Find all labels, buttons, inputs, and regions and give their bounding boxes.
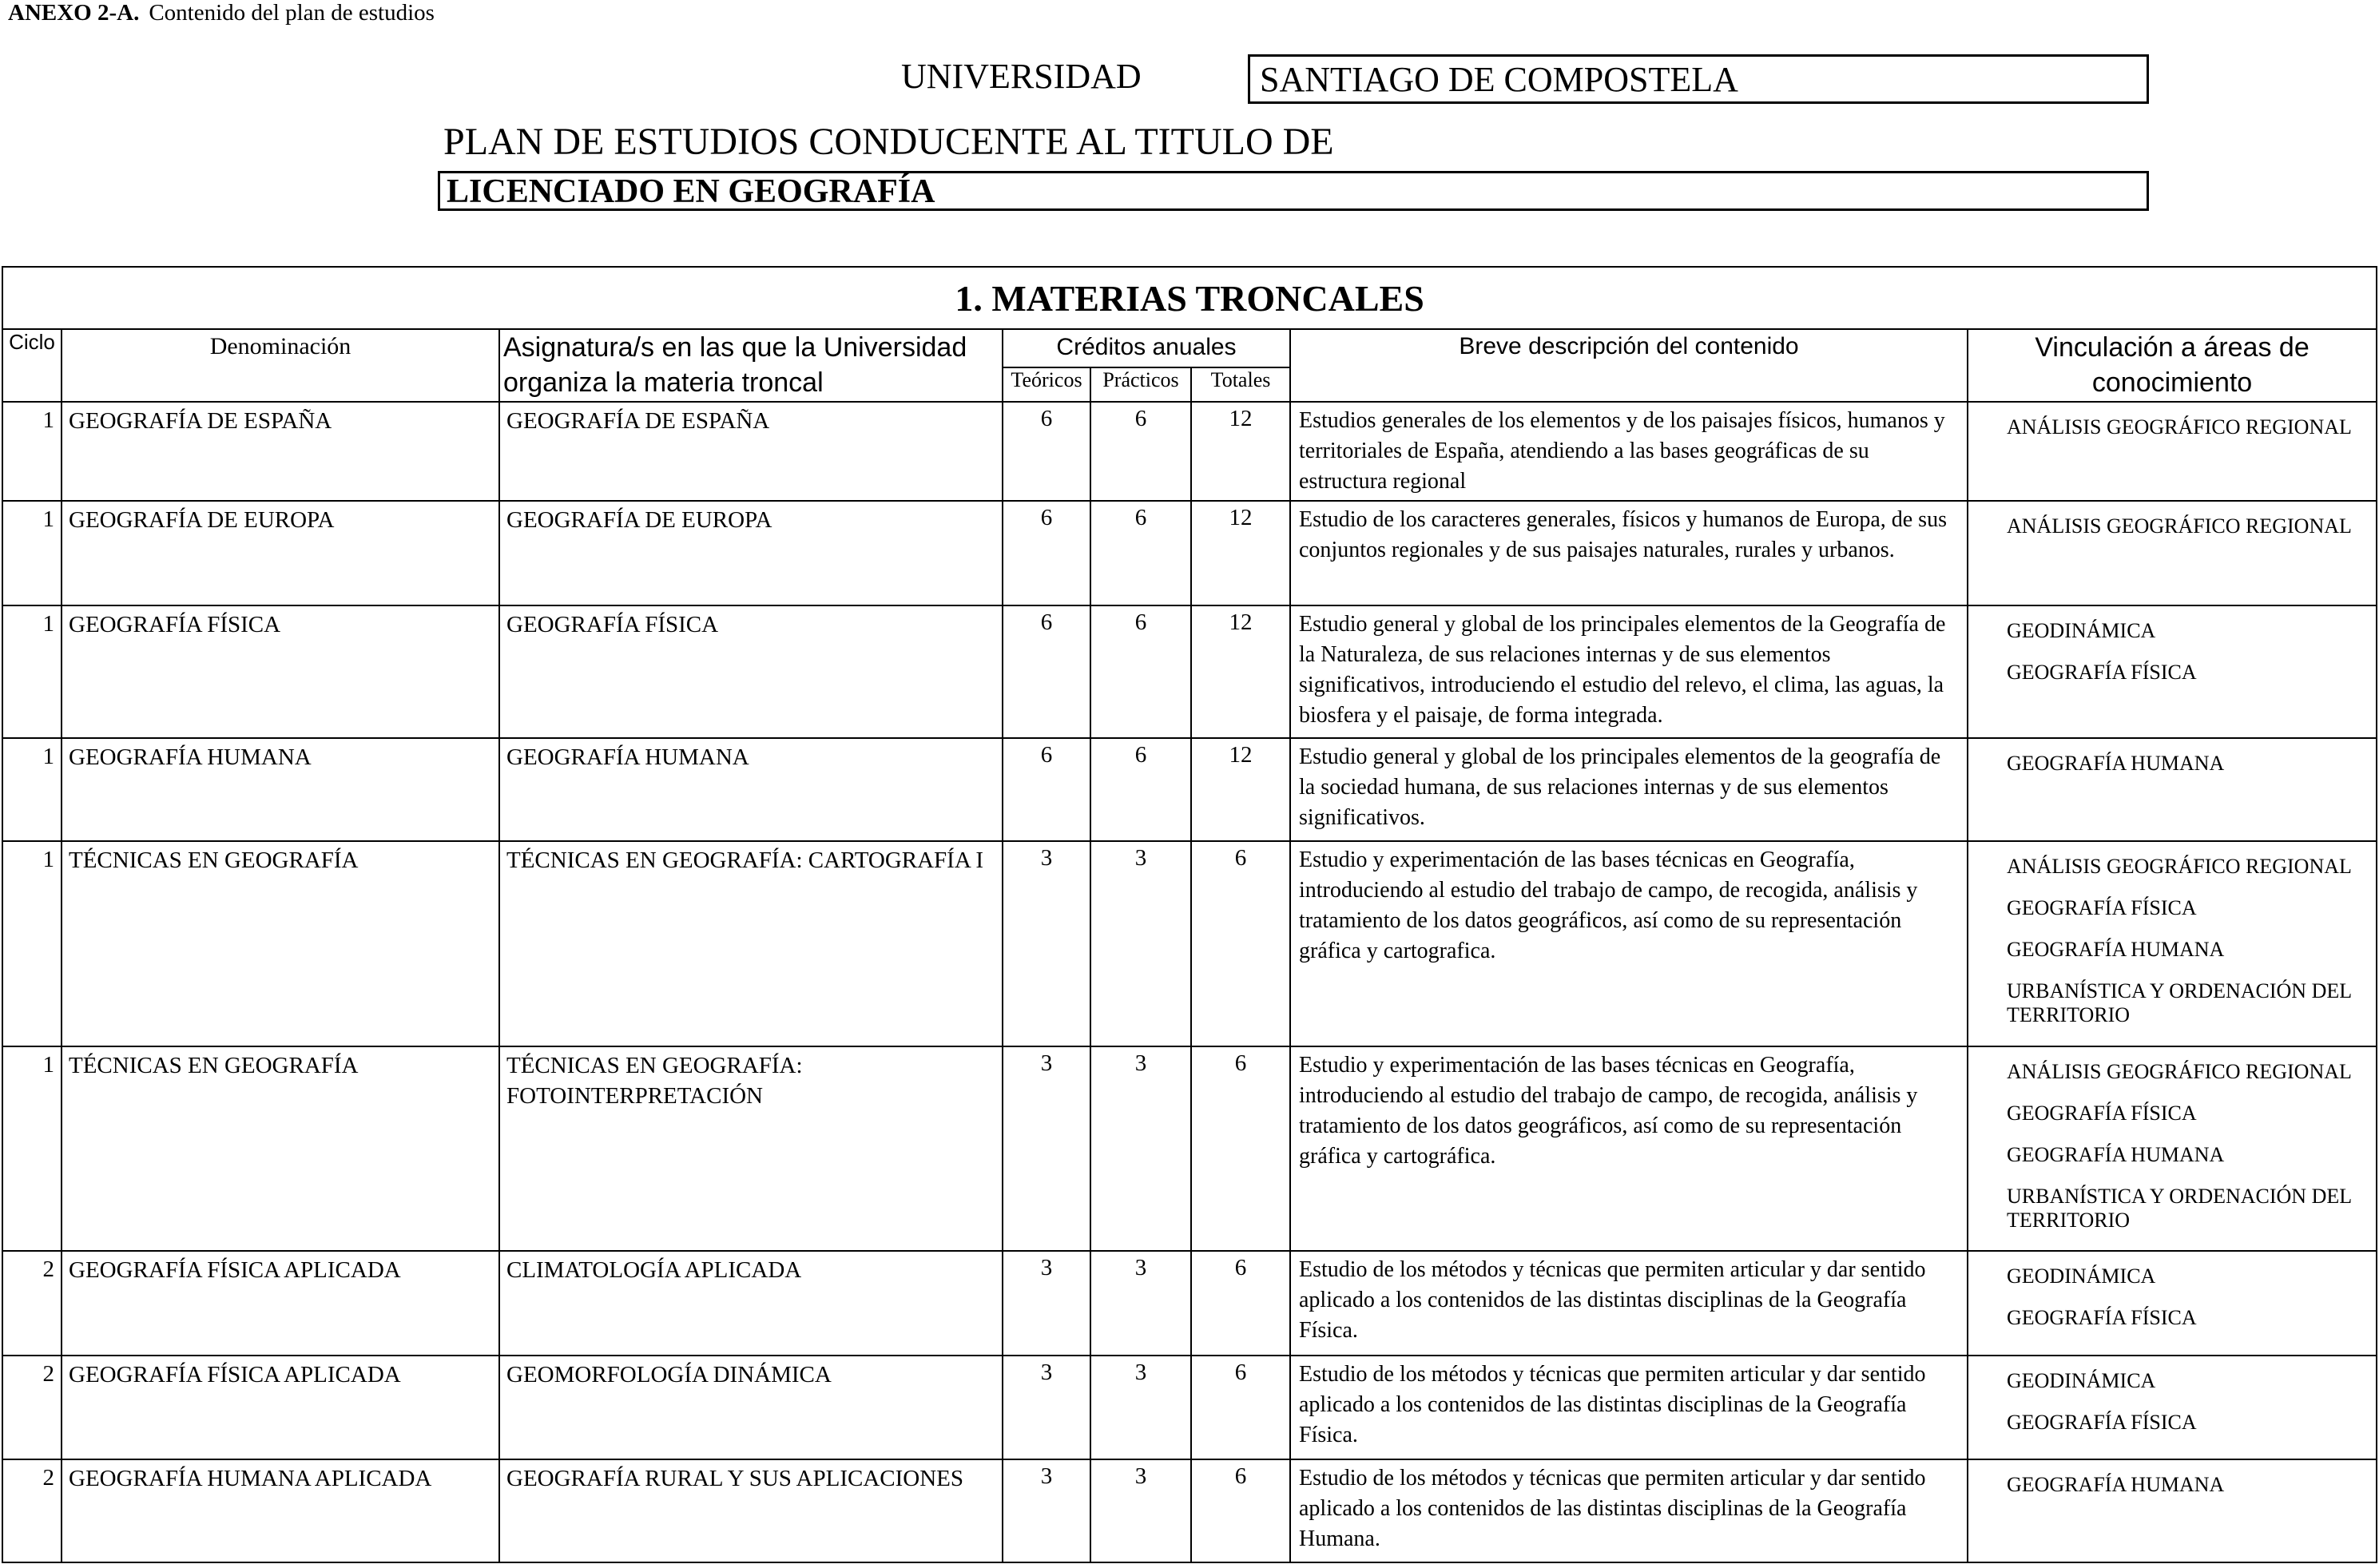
cell-denominacion: TÉCNICAS EN GEOGRAFÍA	[62, 1046, 499, 1252]
area-item: GEOGRAFÍA FÍSICA	[2007, 895, 2197, 919]
cell-areas	[1968, 1459, 2377, 1562]
cell-ciclo: 1	[2, 605, 62, 739]
cell-denominacion: GEOGRAFÍA FÍSICA APLICADA	[62, 1251, 499, 1355]
cell-denominacion: GEOGRAFÍA HUMANA APLICADA	[62, 1459, 499, 1562]
cell-teoricos: 3	[1003, 1356, 1090, 1459]
table-row	[2, 1046, 2377, 1252]
col-asignaturas: Asignatura/s en las que la Universidad organiza la materia troncal	[499, 329, 1003, 401]
section-title: 1. MATERIAS TRONCALES	[2, 267, 2377, 329]
col-denominacion: Denominación	[62, 329, 499, 401]
col-vinculacion: Vinculación a áreas de conocimiento	[1968, 329, 2377, 401]
col-creditos: Créditos anuales	[1003, 329, 1290, 367]
cell-teoricos: 6	[1003, 738, 1090, 840]
area-item: GEOGRAFÍA FÍSICA	[2007, 1101, 2197, 1125]
col-totales: Totales	[1191, 367, 1290, 401]
cell-practicos: 6	[1090, 738, 1191, 840]
cell-ciclo: 2	[2, 1459, 62, 1562]
area-item: GEODINÁMICA	[2007, 618, 2156, 642]
cell-ciclo: 1	[2, 738, 62, 840]
cell-ciclo: 1	[2, 402, 62, 501]
cell-teoricos: 3	[1003, 1459, 1090, 1562]
cell-totales: 6	[1191, 1251, 1290, 1355]
area-item: GEOGRAFÍA HUMANA	[2007, 937, 2225, 961]
cell-ciclo: 2	[2, 1251, 62, 1355]
cell-asignatura: GEOGRAFÍA FÍSICA	[499, 605, 1003, 739]
annex-label: ANEXO 2-A.	[8, 0, 140, 26]
cell-totales: 6	[1191, 1356, 1290, 1459]
area-item: URBANÍSTICA Y ORDENACIÓN DEL TERRITORIO	[2007, 1184, 2352, 1232]
cell-ciclo: 1	[2, 501, 62, 605]
cell-descripcion: Estudio de los métodos y técnicas que permiten articular y dar sentido aplicado a los contenidos de las distintas disciplinas de la Geografía Física.	[1290, 1356, 1968, 1459]
cell-practicos: 3	[1090, 1251, 1191, 1355]
university-label: UNIVERSIDAD	[901, 57, 1142, 96]
materias-troncales-table	[2, 266, 2377, 1563]
cell-descripcion: Estudio de los caracteres generales, físicos y humanos de Europa, de sus conjuntos regionales y de sus paisajes naturales, rurales y urbanos.	[1290, 501, 1968, 605]
cell-teoricos: 3	[1003, 841, 1090, 1046]
table-row	[2, 605, 2377, 739]
table-row	[2, 402, 2377, 501]
cell-denominacion: TÉCNICAS EN GEOGRAFÍA	[62, 841, 499, 1046]
cell-descripcion: Estudio de los métodos y técnicas que permiten articular y dar sentido aplicado a los contenidos de las distintas disciplinas de la Geografía Humana.	[1290, 1459, 1968, 1562]
cell-asignatura: TÉCNICAS EN GEOGRAFÍA: CARTOGRAFÍA I	[499, 841, 1003, 1046]
cell-practicos: 6	[1090, 501, 1191, 605]
cell-practicos: 6	[1090, 605, 1191, 739]
cell-practicos: 3	[1090, 1046, 1191, 1252]
cell-areas	[1968, 501, 2377, 605]
cell-practicos: 6	[1090, 402, 1191, 501]
cell-asignatura: CLIMATOLOGÍA APLICADA	[499, 1251, 1003, 1355]
cell-areas	[1968, 605, 2377, 739]
cell-areas	[1968, 738, 2377, 840]
cell-denominacion: GEOGRAFÍA DE EUROPA	[62, 501, 499, 605]
plan-label: PLAN DE ESTUDIOS CONDUCENTE AL TITULO DE	[443, 121, 1334, 163]
cell-totales: 6	[1191, 1459, 1290, 1562]
area-item: GEODINÁMICA	[2007, 1264, 2156, 1288]
cell-descripcion: Estudio de los métodos y técnicas que permiten articular y dar sentido aplicado a los contenidos de las distintas disciplinas de la Geografía Física.	[1290, 1251, 1968, 1355]
cell-teoricos: 6	[1003, 501, 1090, 605]
cell-areas	[1968, 1046, 2377, 1252]
area-item: GEOGRAFÍA HUMANA	[2007, 1473, 2225, 1497]
cell-denominacion: GEOGRAFÍA DE ESPAÑA	[62, 402, 499, 501]
cell-descripcion: Estudio general y global de los principales elementos de la geografía de la sociedad humana, de sus relaciones internas y de sus elementos significativos.	[1290, 738, 1968, 840]
table-row	[2, 501, 2377, 605]
area-item: GEOGRAFÍA HUMANA	[2007, 752, 2225, 776]
area-item: GEOGRAFÍA FÍSICA	[2007, 1410, 2197, 1434]
col-ciclo: Ciclo	[2, 329, 62, 401]
annex-heading	[8, 0, 435, 26]
cell-ciclo: 1	[2, 1046, 62, 1252]
cell-denominacion: GEOGRAFÍA HUMANA	[62, 738, 499, 840]
cell-practicos: 3	[1090, 1459, 1191, 1562]
area-item: ANÁLISIS GEOGRÁFICO REGIONAL	[2007, 514, 2352, 538]
cell-ciclo: 2	[2, 1356, 62, 1459]
cell-practicos: 3	[1090, 1356, 1191, 1459]
cell-totales: 6	[1191, 841, 1290, 1046]
cell-practicos: 3	[1090, 841, 1191, 1046]
area-item: GEOGRAFÍA HUMANA	[2007, 1142, 2225, 1166]
table-row	[2, 738, 2377, 840]
cell-asignatura: GEOGRAFÍA HUMANA	[499, 738, 1003, 840]
cell-asignatura: GEOGRAFÍA DE EUROPA	[499, 501, 1003, 605]
annex-text: Contenido del plan de estudios	[149, 0, 435, 26]
cell-descripcion: Estudio y experimentación de las bases técnicas en Geografía, introduciendo al estudio del trabajo de campo, de recogida, análisis y tratamiento de los datos geográficos, así como de su representación gráfica y cartografica.	[1290, 841, 1968, 1046]
table-row	[2, 1251, 2377, 1355]
university-name-field: SANTIAGO DE COMPOSTELA	[1248, 54, 2149, 104]
cell-asignatura: GEOGRAFÍA RURAL Y SUS APLICACIONES	[499, 1459, 1003, 1562]
table-row	[2, 1459, 2377, 1562]
area-item: GEOGRAFÍA FÍSICA	[2007, 660, 2197, 684]
cell-totales: 12	[1191, 501, 1290, 605]
cell-teoricos: 6	[1003, 605, 1090, 739]
area-item: ANÁLISIS GEOGRÁFICO REGIONAL	[2007, 854, 2352, 878]
table-row	[2, 1356, 2377, 1459]
cell-asignatura: TÉCNICAS EN GEOGRAFÍA: FOTOINTERPRETACIÓN	[499, 1046, 1003, 1252]
area-item: GEODINÁMICA	[2007, 1368, 2156, 1392]
cell-denominacion: GEOGRAFÍA FÍSICA	[62, 605, 499, 739]
degree-title-field: LICENCIADO EN GEOGRAFÍA	[438, 171, 2149, 211]
cell-areas	[1968, 1251, 2377, 1355]
area-item: GEOGRAFÍA FÍSICA	[2007, 1306, 2197, 1330]
area-item: URBANÍSTICA Y ORDENACIÓN DEL TERRITORIO	[2007, 979, 2352, 1026]
cell-areas	[1968, 841, 2377, 1046]
cell-denominacion: GEOGRAFÍA FÍSICA APLICADA	[62, 1356, 499, 1459]
area-item: ANÁLISIS GEOGRÁFICO REGIONAL	[2007, 415, 2352, 439]
cell-descripcion: Estudios generales de los elementos y de los paisajes físicos, humanos y territoriales de España, atendiendo a las bases geográficas de su estructura regional	[1290, 402, 1968, 501]
cell-teoricos: 6	[1003, 402, 1090, 501]
cell-ciclo: 1	[2, 841, 62, 1046]
cell-teoricos: 3	[1003, 1046, 1090, 1252]
area-item: ANÁLISIS GEOGRÁFICO REGIONAL	[2007, 1059, 2352, 1083]
cell-totales: 12	[1191, 738, 1290, 840]
col-descripcion: Breve descripción del contenido	[1290, 329, 1968, 401]
cell-asignatura: GEOGRAFÍA DE ESPAÑA	[499, 402, 1003, 501]
cell-totales: 12	[1191, 605, 1290, 739]
cell-descripcion: Estudio general y global de los principales elementos de la Geografía de la Naturaleza, de sus relaciones internas y de sus elementos significativos, introduciendo el estudio del relevo, el clima, las aguas, la biosfera y el paisaje, de forma integrada.	[1290, 605, 1968, 739]
cell-areas	[1968, 402, 2377, 501]
cell-descripcion: Estudio y experimentación de las bases técnicas en Geografía, introduciendo al estudio del trabajo de campo, de recogida, análisis y tratamiento de los datos geográficos, así como de su representación gráfica y cartográfica.	[1290, 1046, 1968, 1252]
col-practicos: Prácticos	[1090, 367, 1191, 401]
cell-totales: 12	[1191, 402, 1290, 501]
col-teoricos: Teóricos	[1003, 367, 1090, 401]
cell-asignatura: GEOMORFOLOGÍA DINÁMICA	[499, 1356, 1003, 1459]
table-row	[2, 841, 2377, 1046]
cell-areas	[1968, 1356, 2377, 1459]
cell-teoricos: 3	[1003, 1251, 1090, 1355]
cell-totales: 6	[1191, 1046, 1290, 1252]
